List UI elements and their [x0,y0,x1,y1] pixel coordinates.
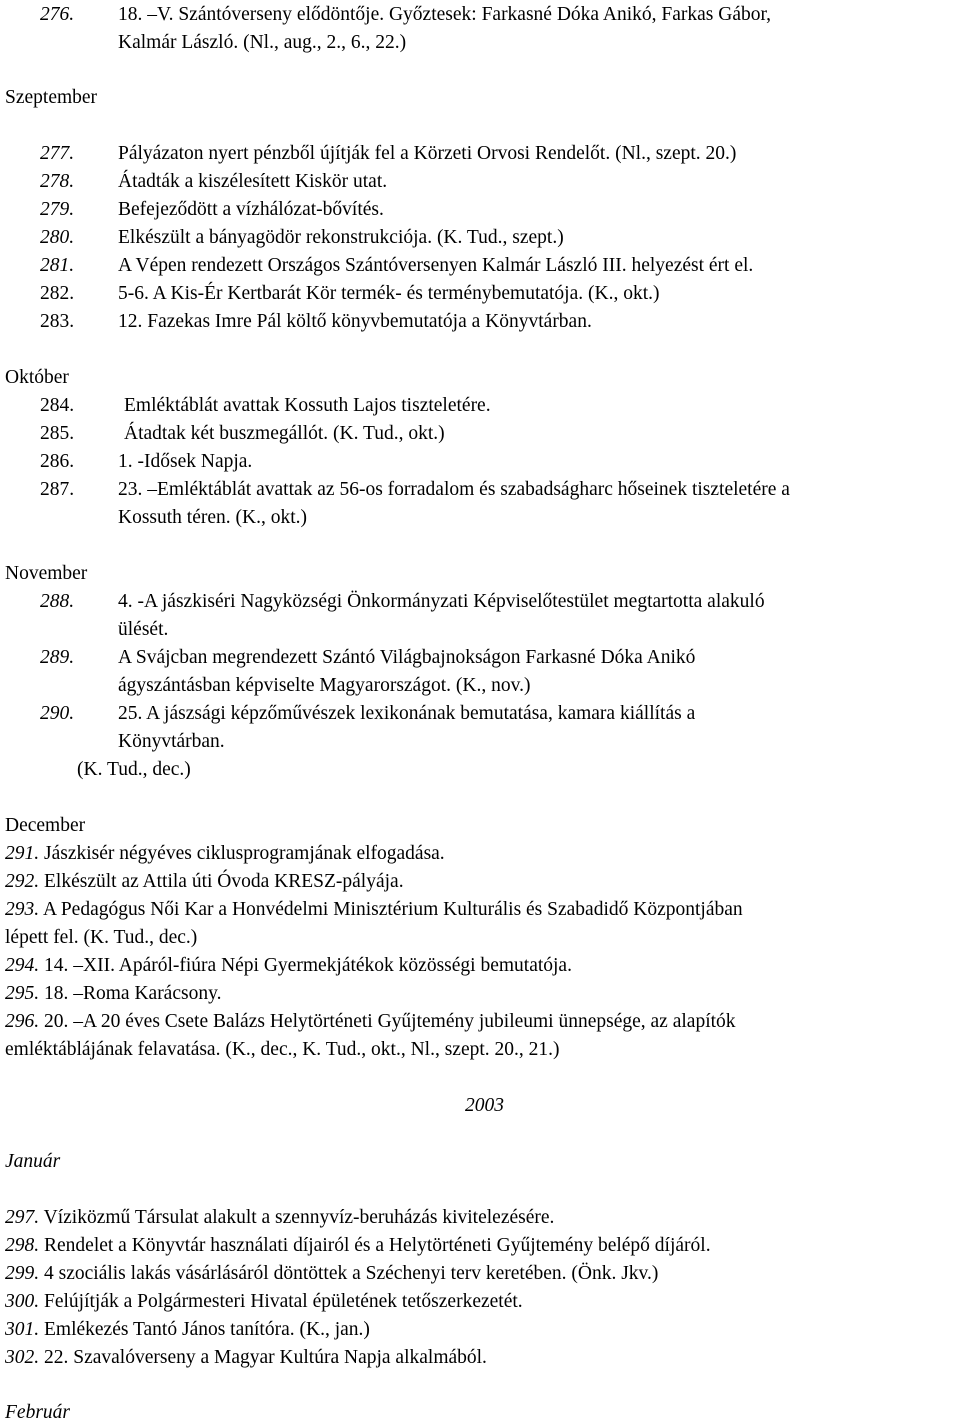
entry-287-number: 287. [40,479,75,500]
entry-276-number: 276. [40,4,75,25]
entry-302-text: 22. Szavalóverseny a Magyar Kultúra Napja alkalmából. [44,1347,487,1368]
entry-297-number: 297. [5,1207,40,1228]
entry-289-number: 289. [40,647,75,668]
entry-298 [5,1234,711,1258]
entry-295 [5,982,221,1006]
entry-292-text: Elkészült az Attila úti Óvoda KRESZ-pályája. [44,871,404,892]
entry-298-number: 298. [5,1235,40,1256]
entry-280-text: Elkészült a bányagödör rekonstrukciója. (K. Tud., szept.) [118,227,564,248]
entry-290-source: (K. Tud., dec.) [77,759,191,780]
entry-291 [5,842,445,866]
entry-282-number: 282. [40,283,75,304]
month-heading-oktober: Október [5,367,69,388]
entry-289-text: A Svájcban megrendezett Szántó Világbajnokságon Farkasné Dóka Anikó [118,647,696,668]
month-heading-november: November [5,563,88,584]
entry-278-text: Átadták a kiszélesített Kiskör utat. [118,171,388,192]
entry-300 [5,1290,523,1314]
entry-296-number: 296. [5,1011,40,1032]
entry-284-text: Emléktáblát avattak Kossuth Lajos tiszteletére. [124,395,491,416]
entry-277-text: Pályázaton nyert pénzből újítják fel a Körzeti Orvosi Rendelőt. (Nl., szept. 20.) [118,143,737,164]
entry-297-text: Víziközmű Társulat alakult a szennyvíz-beruházás kivitelezésére. [43,1207,555,1228]
entry-296-text-cont: emléktáblájának felavatása. (K., dec., K. Tud., okt., Nl., szept. 20., 21.) [5,1039,560,1060]
entry-284-number: 284. [40,395,75,416]
entry-299-text: 4 szociális lakás vásárlásáról döntöttek a Széchenyi terv keretében. (Önk. Jkv.) [44,1263,659,1284]
entry-276-text-cont: Kalmár László. (Nl., aug., 2., 6., 22.) [118,32,407,53]
entry-287-text-cont: Kossuth téren. (K., okt.) [118,507,308,528]
entry-285-number: 285. [40,423,75,444]
entry-300-number: 300. [5,1291,40,1312]
month-heading-januar: Január [5,1151,61,1172]
month-heading-szeptember: Szeptember [5,87,98,108]
entry-301 [5,1318,370,1342]
entry-294-text: 14. –XII. Apáról-fiúra Népi Gyermekjátékok közösségi bemutatója. [44,955,572,976]
entry-280-number: 280. [40,227,75,248]
entry-286-number: 286. [40,451,75,472]
entry-289-text-cont: ágyszántásban képviselte Magyarországot. (K., nov.) [118,675,531,696]
entry-288-text-cont: ülését. [118,619,169,640]
entry-293 [5,898,743,922]
entry-291-text: Jászkisér négyéves ciklusprogramjának elfogadása. [44,843,445,864]
entry-293-number: 293. [5,899,40,920]
entry-288-text: 4. -A jászkiséri Nagyközségi Önkormányzati Képviselőtestület megtartotta alakuló [118,591,765,612]
entry-293-text: A Pedagógus Női Kar a Honvédelmi Minisztérium Kulturális és Szabadidő Központjában [42,899,743,920]
entry-287-text: 23. –Emléktáblát avattak az 56-os forradalom és szabadságharc hőseinek tiszteletére a [118,479,790,500]
entry-294 [5,954,572,978]
month-heading-februar: Február [5,1402,70,1423]
entry-278-number: 278. [40,171,75,192]
entry-302 [5,1346,487,1370]
entry-302-number: 302. [5,1347,40,1368]
entry-295-text: 18. –Roma Karácsony. [44,983,222,1004]
entry-279-number: 279. [40,199,75,220]
entry-281-text: A Vépen rendezett Országos Szántóversenyen Kalmár László III. helyezést ért el. [118,255,754,276]
entry-286-text: 1. -Idősek Napja. [118,451,253,472]
entry-300-text: Felújítják a Polgármesteri Hivatal épületének tetőszerkezetét. [44,1291,523,1312]
entry-276-text: 18. –V. Szántóverseny elődöntője. Győztesek: Farkasné Dóka Anikó, Farkas Gábor, [118,4,772,25]
entry-290-text-cont: Könyvtárban. [118,731,225,752]
entry-293-text-cont: lépett fel. (K. Tud., dec.) [5,927,198,948]
entry-279-text: Befejeződött a vízhálózat-bővítés. [118,199,384,220]
entry-288-number: 288. [40,591,75,612]
entry-277-number: 277. [40,143,75,164]
entry-294-number: 294. [5,955,40,976]
entry-296-text: 20. –A 20 éves Csete Balázs Helytörténeti Gyűjtemény jubileumi ünnepsége, az alapítók [44,1011,736,1032]
entry-285-text: Átadtak két buszmegállót. (K. Tud., okt.) [124,423,445,444]
entry-282-text: 5-6. A Kis-Ér Kertbarát Kör termék- és terménybemutatója. (K., okt.) [118,283,660,304]
entry-292-number: 292. [5,871,40,892]
entry-292 [5,870,404,894]
entry-299-number: 299. [5,1263,40,1284]
year-heading: 2003 [465,1095,504,1116]
entry-291-number: 291. [5,843,40,864]
month-heading-december: December [5,815,86,836]
entry-299 [5,1262,658,1286]
entry-283-text: 12. Fazekas Imre Pál költő könyvbemutatója a Könyvtárban. [118,311,592,332]
entry-296 [5,1010,736,1034]
entry-281-number: 281. [40,255,75,276]
entry-301-number: 301. [5,1319,40,1340]
entry-290-text: 25. A jászsági képzőművészek lexikonának bemutatása, kamara kiállítás a [118,703,696,724]
entry-295-number: 295. [5,983,40,1004]
entry-301-text: Emlékezés Tantó János tanítóra. (K., jan.) [44,1319,370,1340]
entry-297 [5,1206,554,1230]
entry-283-number: 283. [40,311,75,332]
entry-298-text: Rendelet a Könyvtár használati díjairól és a Helytörténeti Gyűjtemény belépő díjáról. [44,1235,711,1256]
entry-290-number: 290. [40,703,75,724]
